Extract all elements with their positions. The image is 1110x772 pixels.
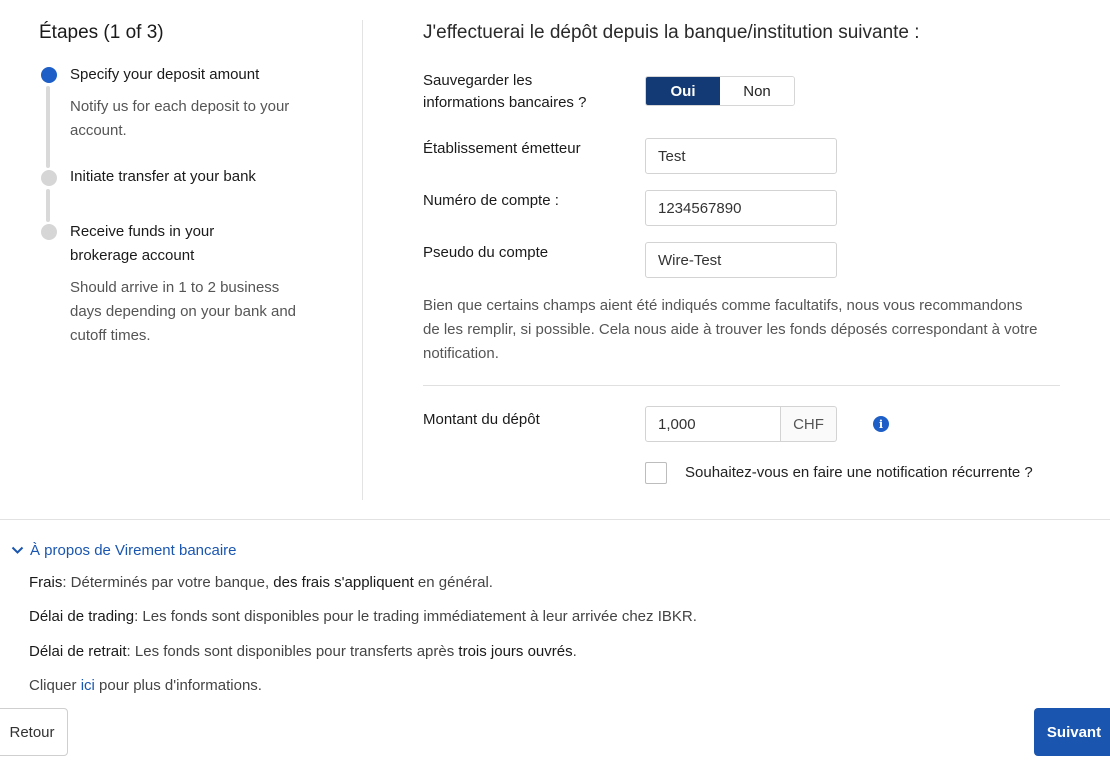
recurring-label: Souhaitez-vous en faire une notification récurrente ?	[685, 464, 1033, 481]
form-title: J'effectuerai le dépôt depuis la banque/institution suivante :	[423, 22, 920, 43]
amount-label: Montant du dépôt	[423, 411, 540, 428]
step-3-description: Should arrive in 1 to 2 business days depending on your bank and cutoff times.	[70, 279, 297, 344]
fees-text: : Déterminés par votre banque,	[62, 574, 274, 591]
currency-select[interactable]: CHF	[780, 406, 837, 442]
back-button[interactable]: Retour	[0, 708, 68, 756]
step-1-description: Notify us for each deposit to your account.	[70, 98, 290, 139]
save-bank-info-label: Sauvegarder les informations bancaires ?	[423, 72, 587, 111]
recurring-checkbox[interactable]	[645, 462, 667, 484]
withdrawal-delay-line	[29, 641, 577, 663]
fees-title: Frais	[29, 574, 63, 591]
form-divider	[423, 385, 1060, 386]
fees-emphasis: des frais s'appliquent	[273, 574, 414, 591]
toggle-yes-button[interactable]: Oui	[646, 77, 720, 105]
column-divider	[362, 20, 363, 500]
issuer-input[interactable]: Test	[645, 138, 837, 174]
amount-input[interactable]: 1,000	[645, 406, 781, 442]
trading-delay-line	[29, 606, 697, 628]
optional-fields-note: Bien que certains champs aient été indiqués comme facultatifs, nous vous recommandons de les remplir, si possible. Cela nous aide à trouver les fonds déposés correspondant à votre notification.	[423, 297, 1038, 362]
more-info-text: Cliquer	[29, 677, 81, 694]
info-icon[interactable]: i	[873, 416, 889, 432]
trading-delay-title: Délai de trading	[29, 608, 135, 625]
account-alias-label: Pseudo du compte	[423, 244, 549, 261]
save-bank-info-toggle	[645, 76, 795, 106]
steps-title: Étapes (1 of 3)	[39, 22, 164, 43]
more-info-text-end: pour plus d'informations.	[94, 677, 262, 694]
next-button[interactable]: Suivant	[1034, 708, 1110, 756]
about-wire-label: À propos de Virement bancaire	[30, 541, 237, 559]
withdrawal-delay-text: : Les fonds sont disponibles pour transferts après	[126, 643, 459, 660]
fees-text-end: en général.	[413, 574, 493, 591]
account-number-label: Numéro de compte :	[423, 192, 559, 209]
account-alias-input[interactable]: Wire-Test	[645, 242, 837, 278]
chevron-down-icon	[10, 541, 24, 559]
trading-delay-text: : Les fonds sont disponibles pour le trading immédiatement à leur arrivée chez IBKR.	[134, 608, 697, 625]
withdrawal-delay-title: Délai de retrait	[29, 643, 127, 660]
step-2-indicator	[41, 170, 57, 186]
withdrawal-delay-emphasis: trois jours ouvrés	[458, 643, 573, 660]
step-2-label: Initiate transfer at your bank	[70, 168, 256, 185]
fees-line	[29, 572, 493, 594]
step-1-label: Specify your deposit amount	[70, 66, 260, 83]
account-number-input[interactable]: 1234567890	[645, 190, 837, 226]
step-connector	[46, 189, 50, 222]
issuer-label: Établissement émetteur	[423, 140, 581, 157]
more-info-line	[29, 675, 262, 697]
about-wire-toggle[interactable]	[10, 541, 237, 559]
more-info-link[interactable]: ici	[80, 677, 95, 694]
step-connector	[46, 86, 50, 168]
withdrawal-delay-end: .	[572, 643, 577, 660]
step-3-indicator	[41, 224, 57, 240]
step-1-indicator	[41, 67, 57, 83]
section-divider	[0, 519, 1110, 520]
toggle-no-button[interactable]: Non	[720, 77, 794, 105]
step-3-label: Receive funds in your brokerage account	[70, 223, 215, 264]
